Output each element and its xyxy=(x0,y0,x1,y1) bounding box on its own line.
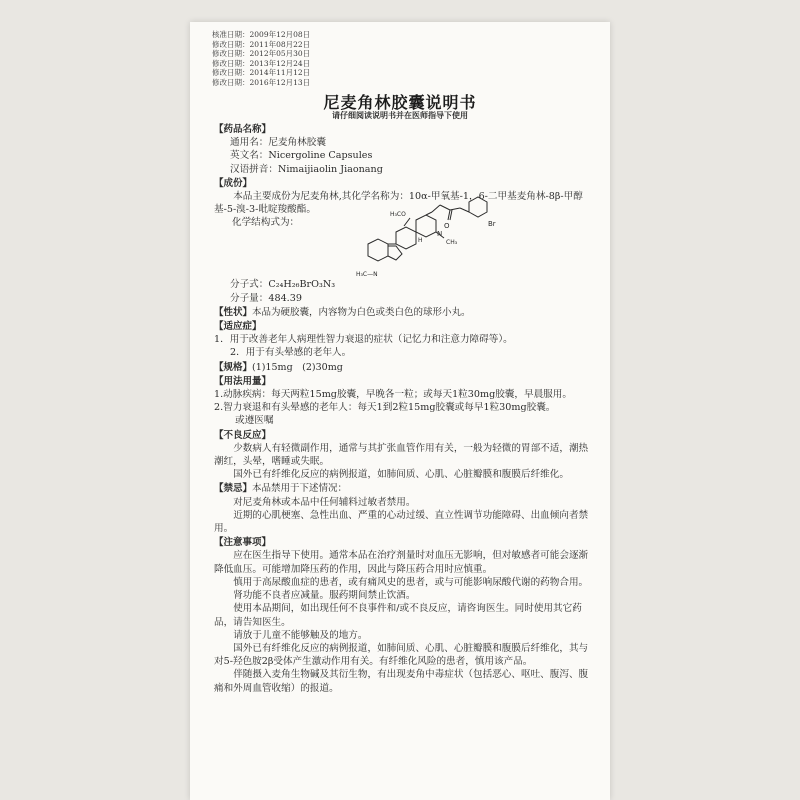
revision-date: 修改日期：2012年05月30日 xyxy=(212,49,311,59)
section-header-composition: 【成份】 xyxy=(214,177,253,189)
revision-date: 修改日期：2013年12月24日 xyxy=(212,58,311,68)
composition-text: 本品主要成份为尼麦角林,其化学名称为：10α-甲氧基-1，6-二甲基麦角林-8β-甲醇基-5-溴-3-吡啶羧酸酯。 xyxy=(214,191,583,216)
structure-ch3-label: CH₃ xyxy=(446,239,458,247)
structure-label: 化学结构式为： xyxy=(232,217,300,229)
section-specs xyxy=(214,361,594,374)
precaution-paragraph: 肾功能不良者应减量。服药期间禁止饮酒。 xyxy=(233,590,416,602)
structure-o-label: O xyxy=(444,222,450,231)
molecular-weight: 分子量：484.39 xyxy=(230,292,302,304)
structure-br-label: Br xyxy=(488,220,496,229)
section-appearance xyxy=(214,306,594,319)
section-header-precautions: 【注意事项】 xyxy=(214,537,272,549)
section-contra xyxy=(214,482,594,495)
molecular-formula: 分子式：C₂₄H₂₆BrO₃N₃ xyxy=(230,279,336,291)
revision-date: 核准日期：2009年12月08日 xyxy=(212,30,311,39)
section-header-indications: 【适应症】 xyxy=(214,321,262,333)
precaution-paragraph: 伴随摄入麦角生物碱及其衍生物，有出现麦角中毒症状（包括恶心、呕吐、腹泻、腹痛和外周血管收缩）的报道。 xyxy=(214,669,589,694)
revision-date: 修改日期：2011年08月22日 xyxy=(212,39,311,49)
section-header-adverse: 【不良反应】 xyxy=(214,429,272,441)
precaution-paragraph: 慎用于高尿酸血症的患者，或有痛风史的患者，或与可能影响尿酸代谢的药物合用。 xyxy=(233,576,589,588)
adverse-paragraph: 国外已有纤维化反应的病例报道，如肺间质、心肌、心脏瓣膜和腹膜后纤维化。 xyxy=(233,469,569,481)
revision-dates xyxy=(212,30,310,88)
precaution-paragraph: 使用本品期间，如出现任何不良事件和/或不良反应，请咨询医生。同时使用其它药品，请告知医生。 xyxy=(214,603,582,628)
generic-name: 通用名：尼麦角林胶囊 xyxy=(230,137,326,149)
revision-date: 修改日期：2016年12月13日 xyxy=(212,77,311,87)
leaflet-page xyxy=(190,22,610,800)
indication-item: 1．用于改善老年人病理性智力衰退的症状（记忆力和注意力障碍等）。 xyxy=(214,334,513,346)
section-header-dosage: 【用法用量】 xyxy=(214,375,272,387)
section-header-contra: 【禁忌】 xyxy=(214,483,253,495)
dosage-note: 或遵医嘱 xyxy=(235,415,274,427)
pinyin-name: 汉语拼音：Nimaijiaolin Jiaonang xyxy=(230,163,383,175)
appearance-text: 本品为硬胶囊，内容物为白色或类白色的球形小丸。 xyxy=(252,306,471,318)
document-subtitle: 请仔细阅读说明书并在医师指导下使用 xyxy=(332,111,468,120)
precaution-paragraph: 国外已有纤维化反应的病例报道，如肺间质、心肌、心脏瓣膜和腹膜后纤维化，其与对5-羟色胺2β受体产生激动作用有关。有纤维化风险的患者，慎用该产品。 xyxy=(214,642,589,668)
section-header-specs: 【规格】 xyxy=(214,361,253,373)
specs-text: (1)15mg (2)30mg xyxy=(252,361,343,373)
precaution-paragraph: 应在医生指导下使用。通常本品在治疗剂量时对血压无影响，但对敏感者可能会逐渐降低血压。可能增加降压药的作用，因此与降压药合用时应慎重。 xyxy=(214,550,589,575)
dosage-item: 2.智力衰退和有头晕感的老年人：每天1到2粒15mg胶囊或每早1粒30mg胶囊。 xyxy=(214,402,556,414)
contra-paragraph: 近期的心肌梗塞、急性出血、严重的心动过缓、直立性调节功能障碍、出血倾向者禁用。 xyxy=(214,509,589,535)
dosage-item: 1.动脉疾病：每天两粒15mg胶囊，早晚各一粒；或每天1粒30mg胶囊，早晨服用。 xyxy=(214,389,572,401)
section-header-appearance: 【性状】 xyxy=(214,306,253,318)
leaflet-content xyxy=(214,122,594,695)
indication-item: 2．用于有头晕感的老年人。 xyxy=(230,347,352,359)
section-header-drug-name: 【药品名称】 xyxy=(214,124,272,135)
contra-paragraph: 对尼麦角林或本品中任何辅料过敏者禁用。 xyxy=(233,496,416,508)
structure-h-label: H xyxy=(418,237,423,245)
adverse-paragraph: 少数病人有轻微副作用，通常与其扩张血管作用有关，一般为轻微的胃部不适，潮热潮红，头晕，嗜睡或失眠。 xyxy=(214,442,589,468)
document-title: 尼麦角林胶囊说明书 xyxy=(323,93,477,112)
structure-n-label: N xyxy=(437,230,443,239)
chemical-structure-image xyxy=(354,188,504,280)
english-name: 英文名：Nicergoline Capsules xyxy=(230,150,373,162)
revision-date: 修改日期：2014年11月12日 xyxy=(212,68,311,78)
precaution-paragraph: 请放于儿童不能够触及的地方。 xyxy=(233,629,368,641)
structure-h3cn-label: H₃C—N xyxy=(356,271,378,279)
contra-lead: 本品禁用于下述情况： xyxy=(252,483,348,495)
structure-row xyxy=(214,211,594,279)
structure-h3co-label: H₃CO xyxy=(390,211,406,219)
